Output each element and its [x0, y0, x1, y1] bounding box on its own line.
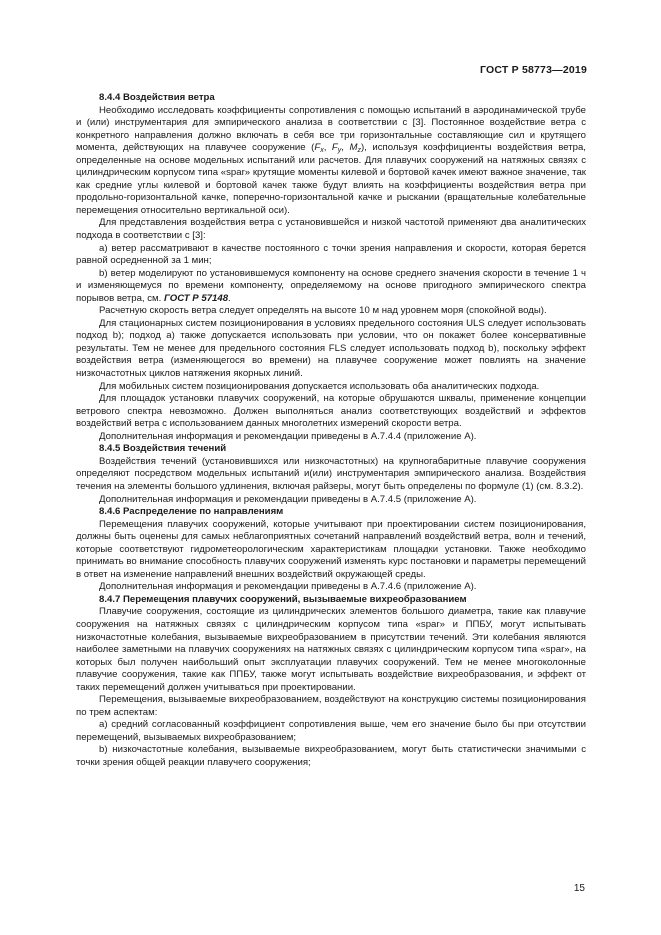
paragraph: Расчетную скорость ветра следует определять на высоте 10 м над уровнем моря (спокойной воды).	[99, 305, 547, 317]
list-item: b) ветер моделируют по установившемуся компоненту на основе среднего значения скорости в течение 1 ч и изменяющемуся по времени компоненту, определяемому на основе пригодного эмпирического спектра порывов ветра, см. ГОСТ Р 57148.	[76, 267, 586, 304]
paragraph: Необходимо исследовать коэффициенты сопротивления с помощью испытаний в аэродинамической трубе и (или) инструментария для эмпирического анализа в соответствии с [3]. Постоянное воздействие ветра с конкретного направления должно включать в себя все три горизонтальные составляющие сил и крутящего момента, действующих на плавучее сооружение ($F_x$, $F_y$, $M_z$), используя коэффициенты воздействия ветра, определенные на основе модельных испытаний или расчетов. Для плавучих сооружений на натяжных связях с цилиндрическим корпусом типа «spar» крутящие моменты килевой и бортовой качек имеют важное значение, так как средние углы килевой и бортовой качек также будут влиять на коэффициенты воздействия ветра при продольно-горизонтальной качке, поперечно-горизонтальной качке и рыскании (вращательные колебательные перемещения относительно вертикальной оси).	[76, 104, 586, 216]
symbol-fx: $F_x$	[314, 142, 324, 155]
standard-header: ГОСТ Р 58773—2019	[479, 64, 587, 76]
standard-reference: ГОСТ Р 57148	[163, 292, 229, 304]
paragraph: Для стационарных систем позиционирования в условиях предельного состояния ULS следует использовать подход b); подход а) также допускается использовать при условии, что он покажет более консервативные результаты. Тем не менее для предельного состояния FLS следует использовать подход b), поскольку эффект воздействия ветра (изменяющегося во времени) на плавучее сооружение может повлиять на значение низкочастотных циклов натяжения якорных линий.	[76, 317, 586, 380]
paragraph: Дополнительная информация и рекомендации приведены в А.7.4.6 (приложение А).	[99, 581, 477, 593]
paragraph: Дополнительная информация и рекомендации приведены в А.7.4.5 (приложение А).	[99, 493, 477, 505]
section-heading-8-4-6: 8.4.6 Распределение по направлениям	[99, 506, 284, 518]
paragraph: Перемещения плавучих сооружений, которые учитывают при проектировании систем позиционирования, должны быть оценены для самых неблагоприятных сочетаний направлений воздействий ветра, волн и течений, которые соответствуют гидрометеорологическим характеристикам площадки установки. Также необходимо принимать во внимание способность плавучих сооружений изменять курс постановки и параметры перемещений в ответ на изменение направлений внешних воздействий окружающей среды.	[76, 518, 586, 580]
document-body	[76, 92, 586, 770]
list-item: b) низкочастотные колебания, вызываемые вихреобразованием, могут быть статистически значимыми с точки зрения общей реакции плавучего сооружения;	[76, 744, 586, 768]
paragraph: Воздействия течений (установившихся или низкочастотных) на крупногабаритные плавучие сооружения определяют посредством модельных испытаний и(или) инструментария эмпирического анализа. Воздействия течения на элементы большого удлинения, включая райзеры, могут быть определены по формуле (1) (см. 8.3.2).	[76, 455, 586, 492]
paragraph: Плавучие сооружения, состоящие из цилиндрических элементов большого диаметра, такие как плавучие сооружения на натяжных связях с цилиндрическим корпусом типа «spar» и ППБУ, могут испытывать низкочастотные колебания, вызываемые вихреобразованием в присутствии течений. Эти колебания являются наиболее заметными на плавучих сооружениях на натяжных связях с цилиндрическим корпусом типа «spar», на которых был получен наибольший опыт эксплуатации плавучих сооружений. Тем не менее многоколонные плавучие сооружения, такие как ППБУ, также могут испытывать воздействие вихреобразования, и эффект от таких перемещений должен учитываться при проектировании.	[76, 606, 586, 693]
section-heading-8-4-7: 8.4.7 Перемещения плавучих сооружений, вызываемые вихреобразованием	[99, 593, 467, 605]
paragraph: Для представления воздействия ветра с установившейся и низкой частотой применяют два аналитических подхода в соответствии с [3]:	[76, 217, 586, 242]
paragraph: Для мобильных систем позиционирования допускается использовать оба аналитических подхода.	[99, 380, 540, 392]
page-number: 15	[573, 883, 585, 894]
paragraph: Перемещения, вызываемые вихреобразованием, воздействуют на конструкцию системы позиционирования по трем аспектам:	[76, 694, 586, 718]
section-heading-8-4-4: 8.4.4 Воздействия ветра	[99, 92, 215, 103]
symbol-fy: $F_y$	[331, 142, 342, 155]
symbol-mz: $M_z$	[349, 142, 361, 155]
list-item: а) средний согласованный коэффициент сопротивления выше, чем его значение было бы при отсутствии перемещений, вызываемых вихреобразованием;	[76, 719, 586, 743]
list-item: а) ветер рассматривают в качестве постоянного с точки зрения направления и скорости, которая берется равной осредненной за 1 мин;	[76, 242, 586, 267]
section-heading-8-4-5: 8.4.5 Воздействия течений	[99, 443, 227, 455]
paragraph: Для площадок установки плавучих сооружений, на которые обрушаются шквалы, применение концепции ветрового спектра невозможно. Должен выполняться анализ соответствующих воздействий и эффектов воздействий ветра с использованием данных многолетних измерений скорости ветра.	[76, 393, 586, 430]
paragraph: Дополнительная информация и рекомендации приведены в А.7.4.4 (приложение А).	[99, 430, 477, 442]
